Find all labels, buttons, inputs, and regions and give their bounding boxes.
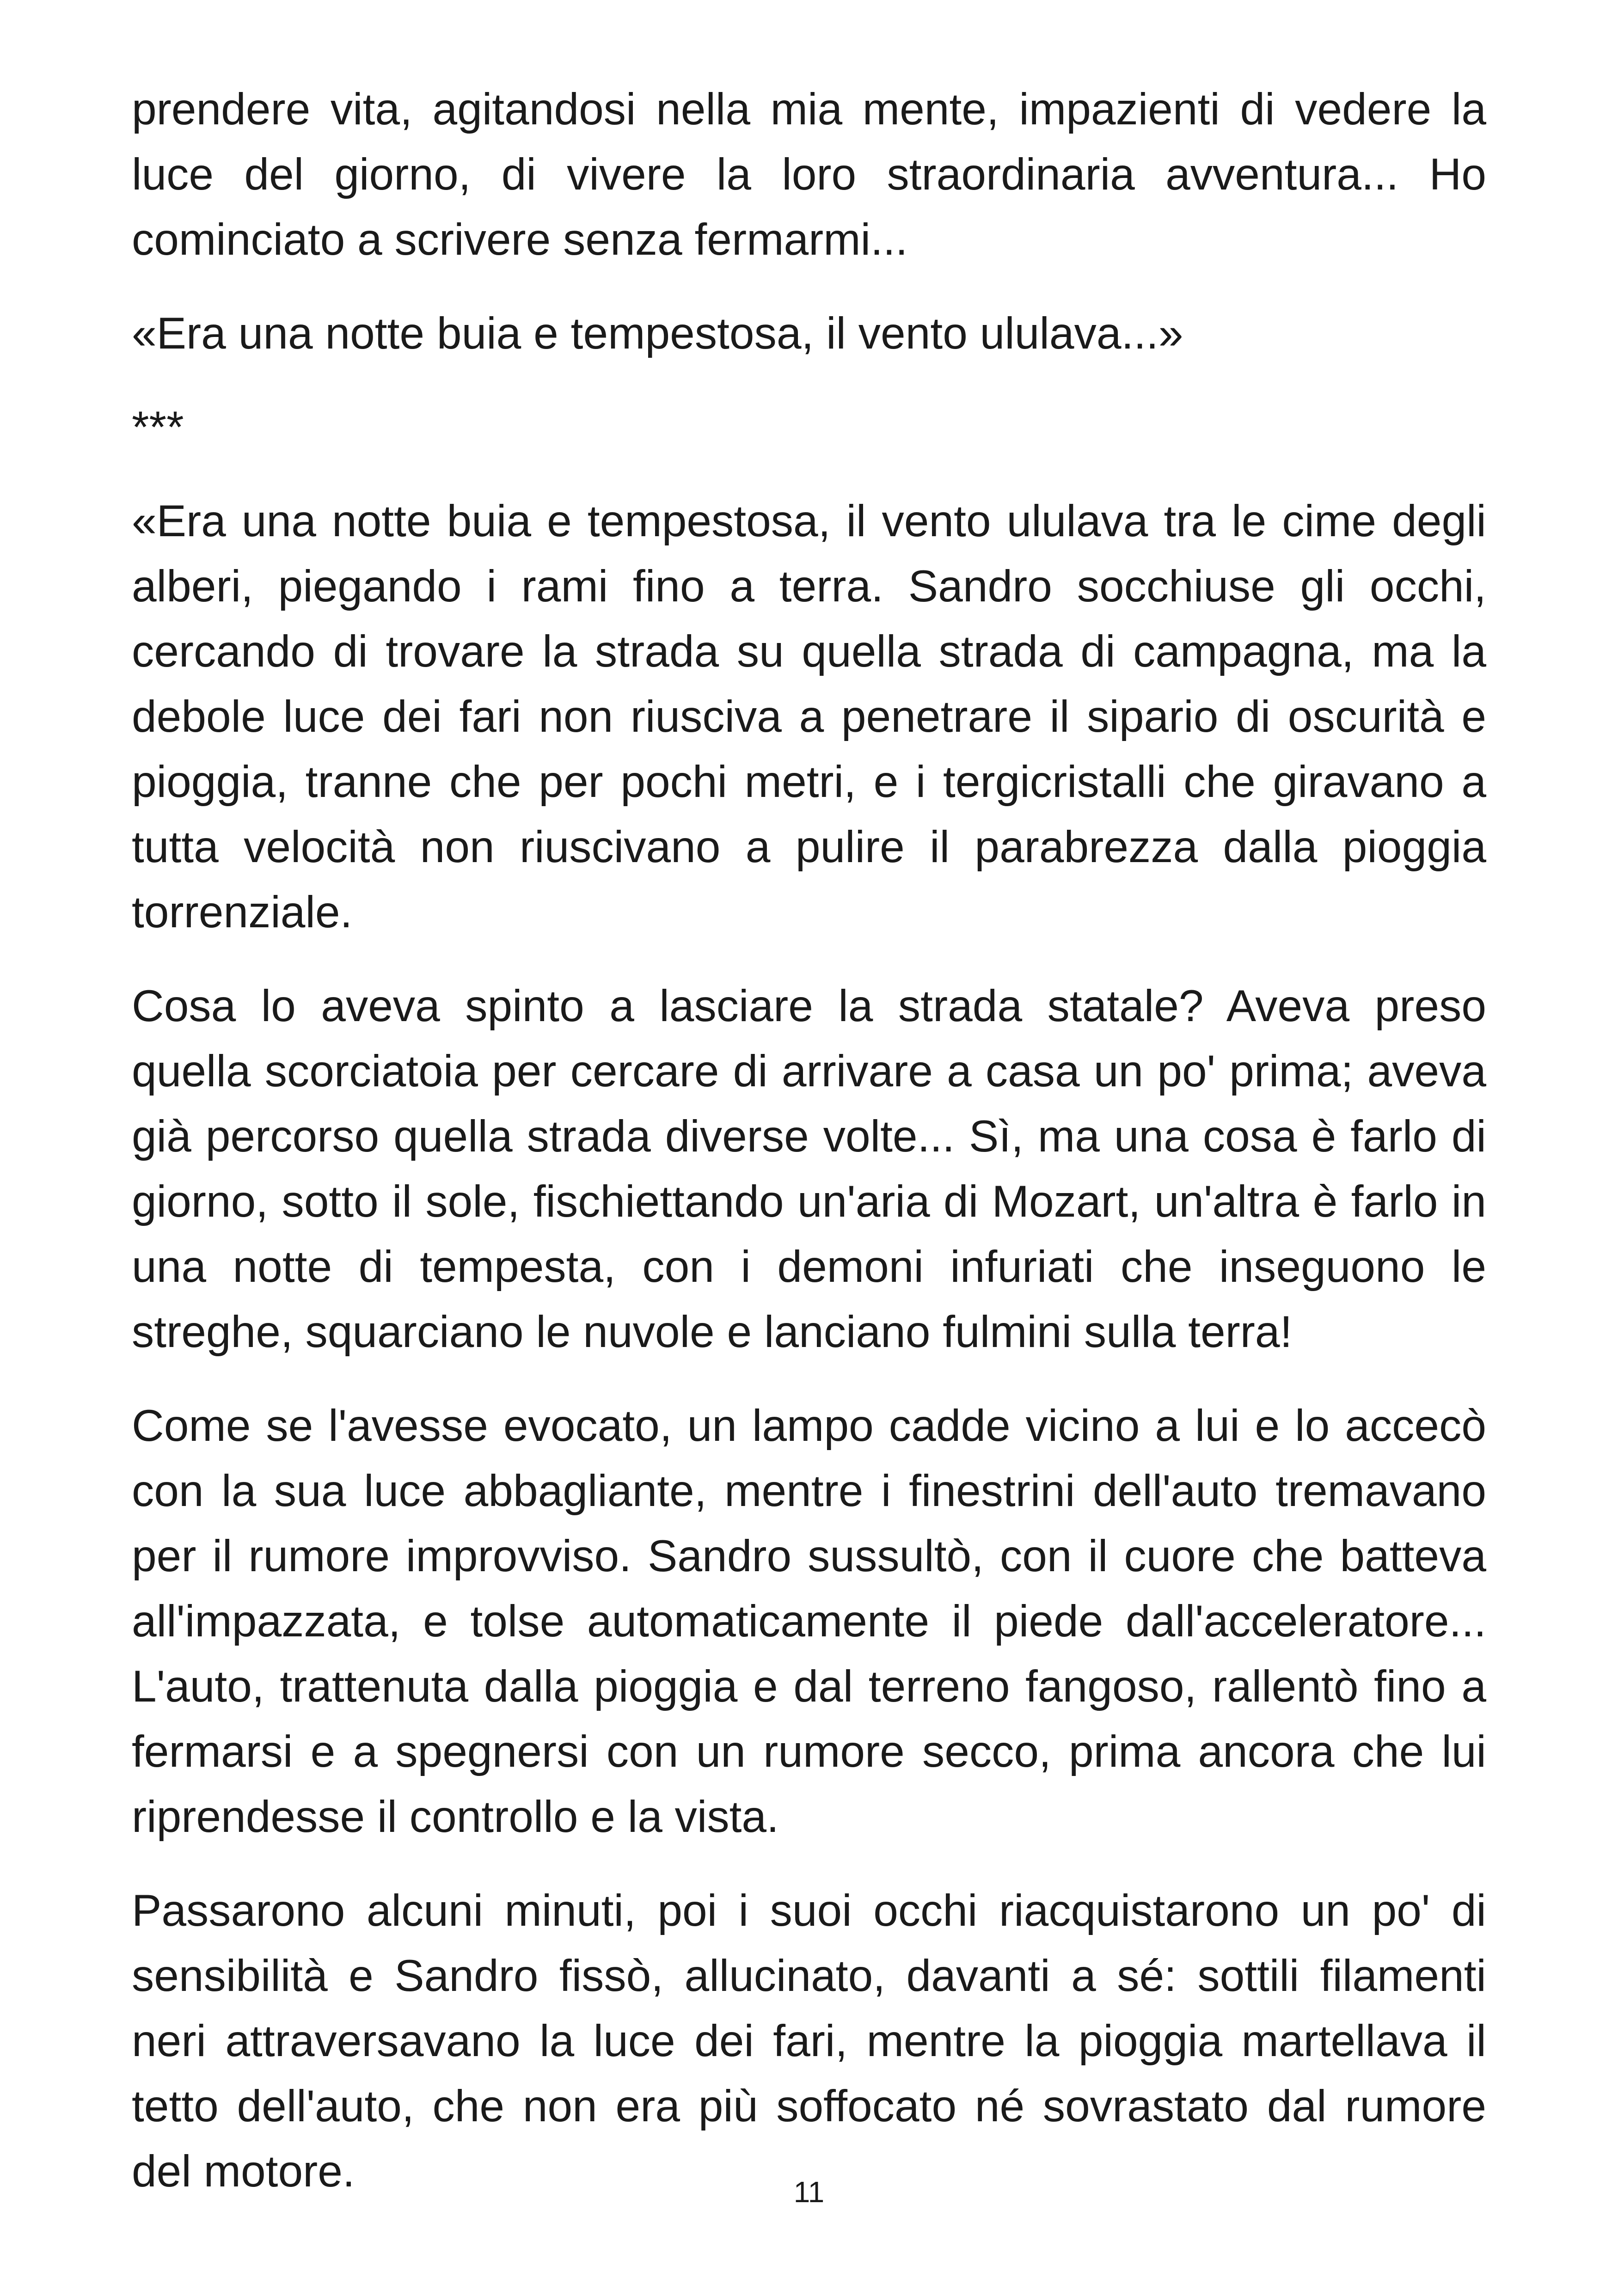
body-text (132, 77, 1486, 2233)
paragraph-3: Cosa lo aveva spinto a lasciare la strada statale? Aveva preso quella scorciatoia per cercare di arrivare a casa un po' prima; aveva già percorso quella strada diverse volte... Sì, ma una cosa è farlo di giorno, sotto il sole, fischiettando un'aria di Mozart, un'altra è farlo in una notte di tempesta, con i demoni infuriati che inseguono le streghe, squarciano le nuvole e lanciano fulmini sulla terra! (132, 981, 1486, 1357)
paragraph-4: Come se l'avesse evocato, un lampo cadde vicino a lui e lo accecò con la sua luce abbagliante, mentre i finestrini dell'auto tremavano per il rumore improvviso. Sandro sussultò, con il cuore che batteva all'impazzata, e tolse automaticamente il piede dall'acceleratore... L'auto, trattenuta dalla pioggia e dal terreno fangoso, rallentò fino a fermarsi e a spegnersi con un rumore secco, prima ancora che lui riprendesse il controllo e la vista. (132, 1401, 1486, 1842)
section-separator: *** (132, 403, 184, 452)
paragraph-2: «Era una notte buia e tempestosa, il vento ululava tra le cime degli alberi, piegando i rami fino a terra. Sandro socchiuse gli occhi, cercando di trovare la strada su quella strada di campagna, ma la debole luce dei fari non riusciva a penetrare il sipario di oscurità e pioggia, tranne che per pochi metri, e i tergicristalli che giravano a tutta velocità non riuscivano a pulire il parabrezza dalla pioggia torrenziale. (132, 496, 1486, 937)
paragraph-5: Passarono alcuni minuti, poi i suoi occhi riacquistarono un po' di sensibilità e Sandro fissò, allucinato, davanti a sé: sottili filamenti neri attraversavano la luce dei fari, mentre la pioggia martellava il tetto dell'auto, che non era più soffocato né sovrastato dal rumore del motore. (132, 1886, 1486, 2196)
paragraph-quote: «Era una notte buia e tempestosa, il vento ululava...» (132, 309, 1183, 358)
page-number: 11 (793, 2175, 825, 2209)
paragraph-1: prendere vita, agitandosi nella mia mente, impazienti di vedere la luce del giorno, di vivere la loro straordinaria avventura... Ho cominciato a scrivere senza fermarmi... (132, 85, 1486, 264)
